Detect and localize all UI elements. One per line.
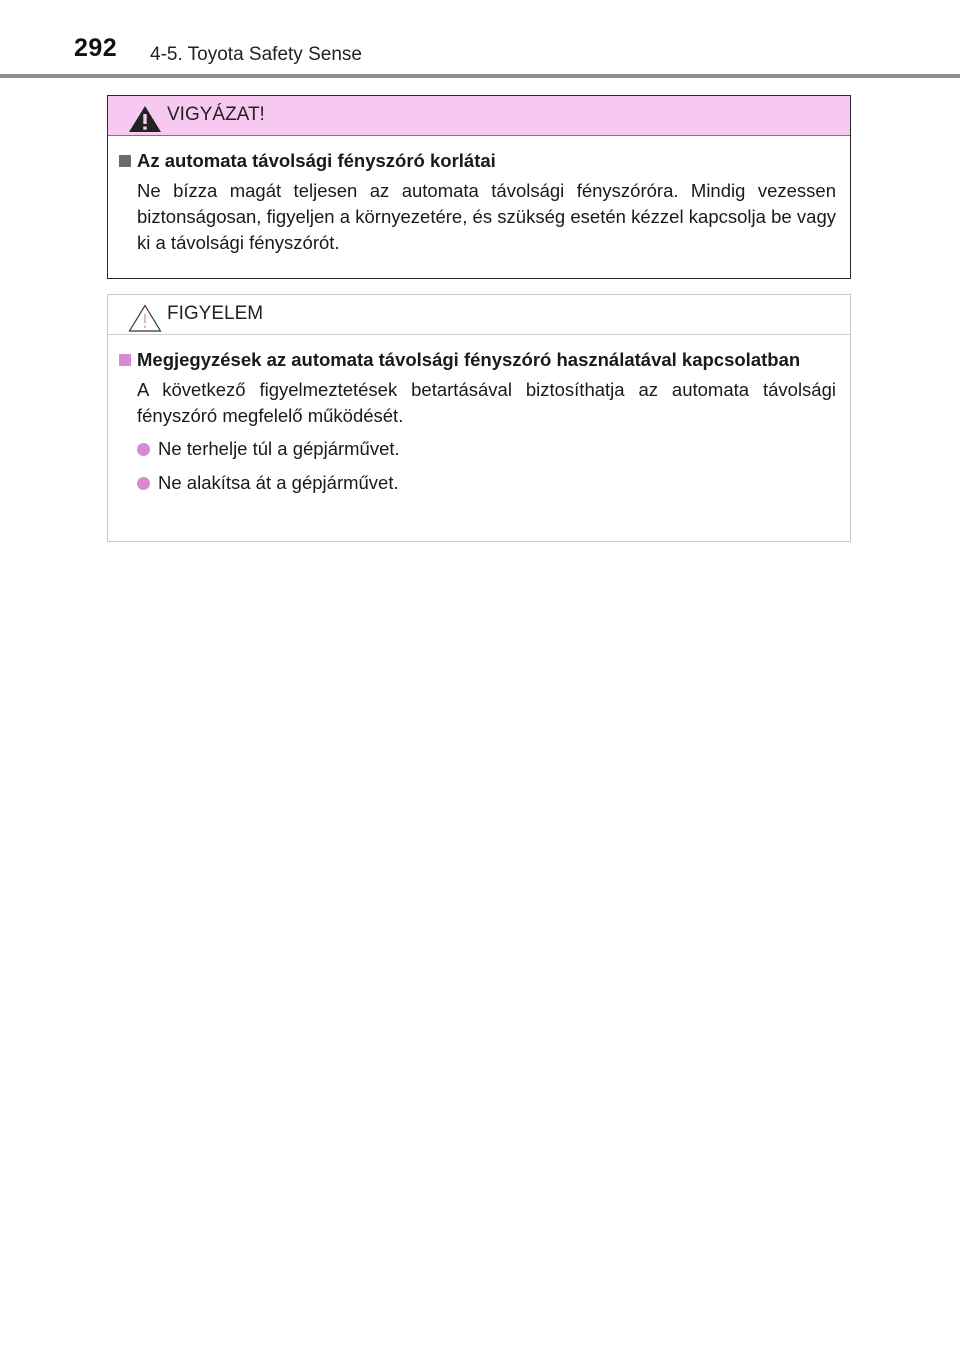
section-title: 4-5. Toyota Safety Sense <box>150 44 362 65</box>
list-item <box>137 470 836 496</box>
notice-text: A következő figyelmeztetések betartásával biztosíthatja az automata távolsági fényszóró megfelelő működését. <box>137 379 836 426</box>
circle-bullet-icon <box>137 477 150 490</box>
notice-bullet-list <box>137 436 836 496</box>
notice-item-title-text: Megjegyzések az automata távolsági fényszóró használatával kapcsolatban <box>137 349 801 370</box>
header-divider <box>0 74 960 78</box>
page-header <box>0 0 960 80</box>
warning-box-header <box>108 96 850 136</box>
warning-triangle-outline-icon <box>128 304 162 332</box>
warning-item-title-text: Az automata távolsági fényszóró korlátai <box>137 150 496 171</box>
notice-box <box>107 294 851 542</box>
warning-box <box>107 95 851 279</box>
notice-item-title <box>119 348 836 372</box>
warning-label: VIGYÁZAT! <box>167 104 265 125</box>
warning-triangle-filled-icon <box>128 105 162 133</box>
page-number: 292 <box>74 34 118 62</box>
warning-item-title <box>119 149 836 173</box>
warning-text: Ne bízza magát teljesen az automata távolsági fényszóróra. Mindig vezessen biztonságosan, figyeljen a környezetére, és szükség esetén kézzel kapcsolja be vagy ki a távolsági fényszórót. <box>137 180 836 253</box>
circle-bullet-icon <box>137 443 150 456</box>
list-item <box>137 436 836 462</box>
bullet-text: Ne terhelje túl a gépjárművet. <box>158 438 400 459</box>
square-bullet-icon <box>119 354 131 366</box>
warning-box-body <box>108 136 850 256</box>
bullet-text: Ne alakítsa át a gépjárművet. <box>158 472 399 493</box>
notice-box-header <box>108 295 850 335</box>
notice-box-body <box>108 335 850 496</box>
notice-label: FIGYELEM <box>167 303 264 324</box>
square-bullet-icon <box>119 155 131 167</box>
